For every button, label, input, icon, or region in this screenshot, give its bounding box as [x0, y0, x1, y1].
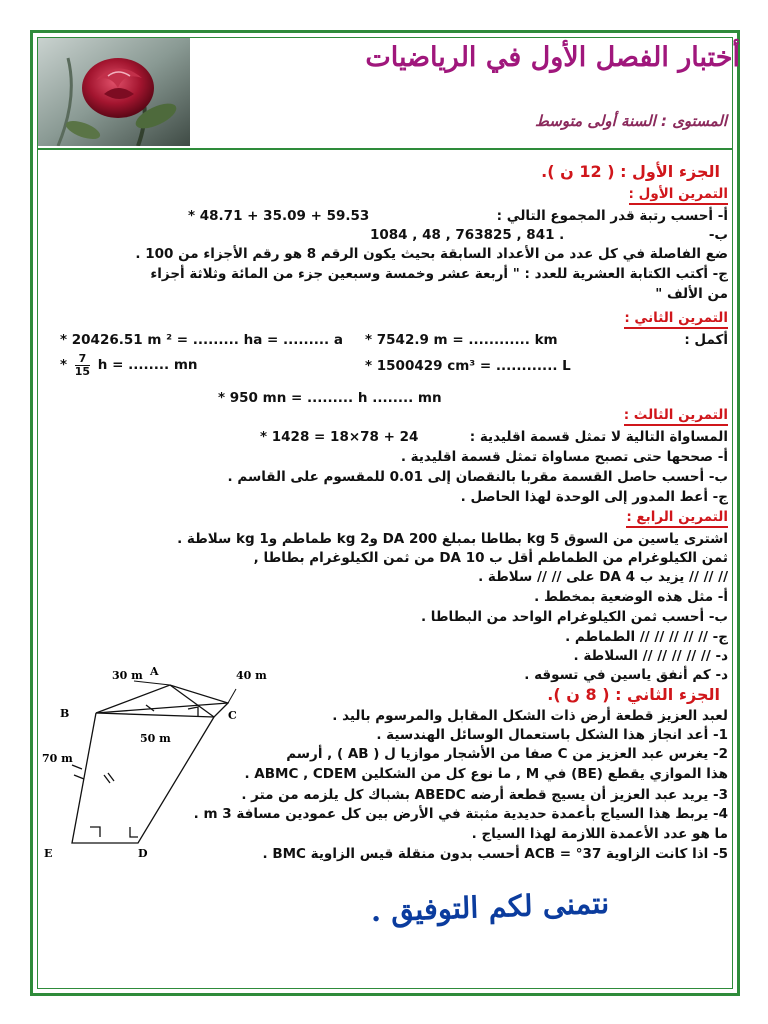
label-b: B [60, 707, 70, 720]
ex3-a: أ- صححها حتى تصبح مساواة تمثل قسمة اقليدية . [400, 449, 728, 465]
part2-q4-line1: 4- يربط هذا السياج بأعمدة حديدية مثبتة في الأرض بين كل عمودين مسافة 3 m . [193, 806, 728, 822]
ex4-a: أ- مثل هذه الوضعية بمخطط . [534, 589, 728, 605]
ex1-b-expr: 1084 , 48 , 763825 , 841 . [370, 227, 565, 243]
ex4-d: د- // // // // // السلاطة . [573, 648, 728, 664]
land-figure [38, 665, 288, 865]
level-subtitle: المستوى : السنة أولى متوسط [535, 112, 727, 130]
ex3-line1: المساواة التالية لا تمثل قسمة اقليدية : [469, 429, 728, 445]
ex3-b: ب- أحسب حاصل القسمة مقربا بالنقصان إلى 0.01 للمقسوم على القاسم . [227, 469, 728, 485]
ex3-line1-expr: * 1428 = 18×78 + 24 [260, 429, 419, 445]
ex1-b-text: ضع الفاصلة في كل عدد من الأعداد السابقة بحيث يكون الرقم 8 هو رقم الأجزاء من 100 . [135, 246, 728, 262]
part2-q2-line2: هذا الموازي يقطع (BE) في M , ما نوع كل من الشكلين ABMC , CDEM . [244, 766, 728, 782]
rose-photo [38, 38, 190, 146]
ex4-line1: اشترى ياسين من السوق 5 kg بطاطا بمبلغ 200 DA و2 kg طماطم و1 kg سلاطة . [177, 531, 728, 547]
ex1-c-line2: من الألف " [655, 286, 728, 302]
ex2-r1-right: * 7542.9 m = ............ km [365, 332, 558, 348]
part2-intro: لعبد العزيز قطعة أرض ذات الشكل المقابل والمرسوم باليد . [332, 708, 728, 724]
part1-heading: الجزء الأول : ( 12 ن ). [541, 162, 720, 181]
closing-wish: نتمنى لكم التوفيق . [370, 885, 610, 929]
tick-md [104, 773, 114, 783]
ex2-heading: التمرين الثاني : [624, 310, 728, 329]
ac-dim-line [228, 689, 236, 703]
ex4-line2: ثمن الكيلوغرام من الطماطم أقل ب 10 DA من ثمن الكيلوغرام بطاطا , [253, 550, 728, 566]
ex1-c-line1: ج- أكتب الكتابة العشرية للعدد : " أربعة عشر وخمسة وسبعين جزء من المائة وثلاثة أجزاء [150, 266, 728, 282]
ex2-r2-left-rest: h = ........ mn [97, 357, 198, 373]
dim-ab: 30 m [112, 669, 143, 682]
tick-bc [146, 705, 154, 711]
ex3-c: ج- أعط المدور إلى الوحدة لهذا الحاصل . [460, 489, 728, 505]
ac-diagonal [170, 685, 214, 717]
dim-be: 70 m [42, 752, 73, 765]
ex2-complete: أكمل : [684, 332, 728, 348]
ex2-r2-right: * 1500429 cm³ = ............ L [365, 358, 571, 374]
part2-q5: 5- اذا كانت الزاوية 37° = ACB أحسب بدون منقلة قيس الزاوية BMC . [262, 846, 728, 862]
part2-q1: 1- أعد انجاز هذا الشكل باستعمال الوسائل الهندسية . [376, 727, 728, 743]
tick-be [72, 765, 84, 779]
dim-bc: 50 m [140, 732, 171, 745]
frac-denominator: 15 [74, 364, 91, 378]
header-divider [38, 148, 733, 150]
ex2-r2-left [60, 350, 198, 380]
ex4-heading: التمرين الرابع : [626, 509, 728, 528]
ex4-e: د- كم أنفق ياسين في تسوقه . [524, 667, 728, 683]
ex4-b: ب- أحسب ثمن الكيلوغرام الواحد من البطاطا . [420, 609, 728, 625]
bc-segment [96, 703, 228, 713]
part2-q4-line2: ما هو عدد الأعمدة اللازمة لهذا السياج . [471, 826, 728, 842]
label-d: D [138, 847, 148, 860]
ex1-a-expr: * 48.71 + 35.09 + 59.53 [188, 208, 370, 224]
ex2-r1-left: * 20426.51 m ² = ......... ha = ......... a [60, 332, 343, 348]
ex4-line3: // // // يزيد ب 4 DA على // // سلاطة . [478, 569, 728, 585]
label-e: E [44, 847, 53, 860]
part2-q2-line1: 2- يغرس عبد العزيز من C صفا من الأشجار موازيا ل ( AB ) , أرسم [286, 746, 728, 762]
frac-numerator: 7 [78, 351, 87, 365]
part2-q3: 3- يريد عبد العزيز أن يسيج قطعة أرضه ABEDC بشباك كل يلزمه من متر . [241, 787, 728, 803]
dim-ac: 40 m [236, 669, 267, 682]
ex1-a-text: أ- أحسب رتبة قدر المجموع التالي : [496, 208, 728, 224]
right-angle-d [130, 827, 138, 837]
part2-heading: الجزء الثاني : ( 8 ن ). [547, 685, 720, 704]
ex4-c: ج- // // // // // الطماطم . [565, 629, 728, 645]
ex2-r3: * 950 mn = ......... h ........ mn [218, 390, 442, 406]
ex1-b-label: ب- [708, 227, 728, 243]
right-angle-c [188, 707, 198, 717]
ex1-a [40, 208, 728, 225]
right-angle-e [90, 827, 100, 837]
fraction-7-15 [75, 353, 90, 378]
label-c: C [228, 709, 237, 722]
ex3-heading: التمرين الثالث : [624, 407, 728, 426]
ex2-r2-star: * [60, 357, 68, 373]
ex1-heading: التمرين الأول : [629, 186, 728, 205]
label-a: A [150, 665, 159, 678]
page-title: أختبار الفصل الأول في الرياضيات [365, 42, 740, 73]
